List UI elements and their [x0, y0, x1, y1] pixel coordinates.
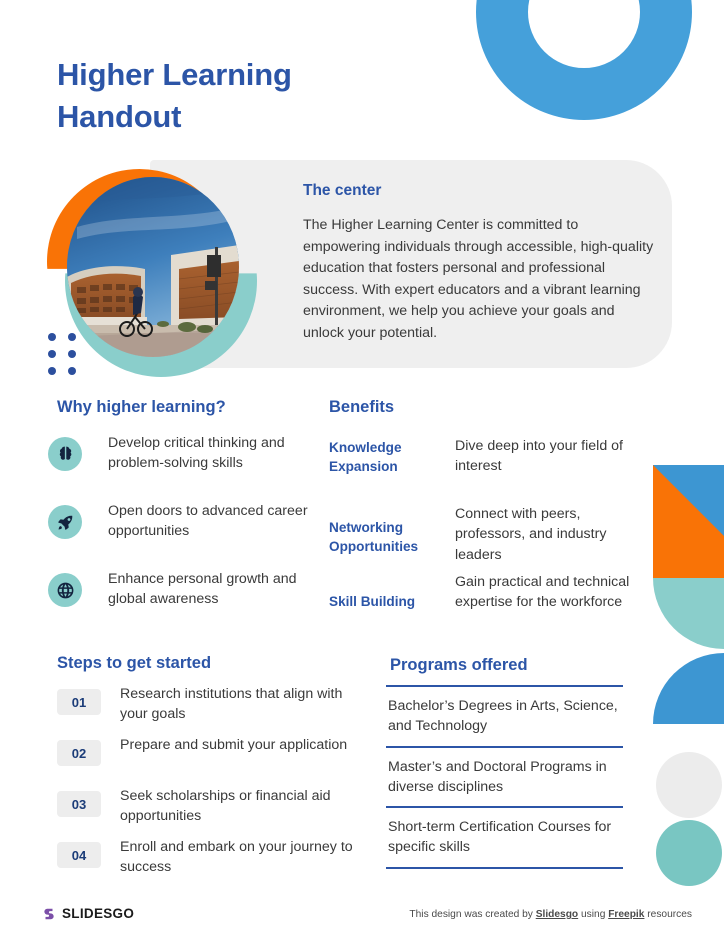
credit-link-slidesgo[interactable]: Slidesgo — [535, 909, 579, 920]
slidesgo-mark-icon — [42, 907, 56, 921]
why-list — [48, 433, 333, 637]
credit-suffix: resources — [644, 909, 692, 920]
step-label: Seek scholarships or financial aid opportunities — [120, 788, 331, 825]
list-item — [57, 839, 367, 890]
blue-half-circle-decoration — [653, 653, 724, 724]
list-item — [57, 788, 367, 839]
steps-list — [57, 686, 367, 890]
list-item-label: Enhance personal growth and global awareness — [108, 571, 297, 608]
page-title-line-2: Handout — [57, 99, 182, 135]
programs-list — [386, 685, 623, 869]
program-item: Bachelor’s Degrees in Arts, Science, and Technology — [388, 698, 618, 735]
list-item — [57, 686, 367, 737]
center-card-body: The Higher Learning Center is committed to empowering individuals through accessible, high-quality education that fosters personal and professional success. With expert educators and a vibrant learning environment, we help you achieve your goals and unlock your potential. — [303, 217, 654, 341]
credit-link-freepik[interactable]: Freepik — [608, 909, 645, 920]
list-item — [48, 569, 333, 637]
page-title — [57, 54, 437, 138]
benefit-term: Skill Building — [329, 594, 416, 609]
steps-section-heading: Steps to get started — [57, 654, 212, 672]
program-item: Short-term Certification Courses for specific skills — [388, 819, 612, 856]
list-item — [57, 737, 367, 788]
rocket-icon — [48, 505, 82, 539]
list-item — [48, 501, 333, 569]
benefit-term: Knowledge Expansion — [329, 440, 402, 475]
teal-circle-decoration — [656, 820, 722, 886]
benefit-description: Dive deep into your field of interest — [455, 438, 623, 475]
step-label: Enroll and embark on your journey to success — [120, 839, 353, 876]
blue-orange-square-decoration — [653, 465, 724, 578]
step-number-badge: 02 — [57, 740, 101, 766]
list-item — [48, 433, 333, 501]
blue-ring-decoration — [476, 0, 692, 120]
list-item-label: Develop critical thinking and problem-solving skills — [108, 435, 285, 472]
teal-half-circle-decoration — [653, 578, 724, 649]
slidesgo-wordmark: SLIDESGO — [62, 906, 135, 921]
list-item-label: Open doors to advanced career opportunities — [108, 503, 308, 540]
gray-circle-decoration — [656, 752, 722, 818]
footer-credit — [409, 909, 692, 920]
step-number-badge: 03 — [57, 791, 101, 817]
program-item: Master’s and Doctoral Programs in diverse disciplines — [388, 758, 607, 795]
page-title-line-1: Higher Learning — [57, 57, 292, 92]
programs-section-heading: Programs offered — [390, 656, 528, 674]
why-section-heading: Why higher learning? — [57, 398, 226, 416]
credit-middle: using — [578, 909, 609, 920]
benefit-description: Gain practical and technical expertise for the workforce — [455, 574, 630, 611]
benefits-section-heading: Benefits — [329, 398, 395, 416]
divider — [386, 867, 623, 869]
benefit-description: Connect with peers, professors, and industry leaders — [455, 506, 607, 563]
slidesgo-logo[interactable] — [42, 906, 134, 921]
credit-prefix: This design was created by — [409, 909, 536, 920]
step-number-badge: 04 — [57, 842, 101, 868]
step-label: Research institutions that align with your goals — [120, 686, 343, 723]
benefit-term: Networking Opportunities — [329, 520, 419, 555]
globe-icon — [48, 573, 82, 607]
brain-icon — [48, 437, 82, 471]
campus-photo — [67, 177, 239, 357]
dot-grid-decoration — [48, 333, 82, 379]
step-number-badge: 01 — [57, 689, 101, 715]
center-card-heading: The center — [303, 182, 382, 199]
step-label: Prepare and submit your application — [120, 737, 348, 753]
